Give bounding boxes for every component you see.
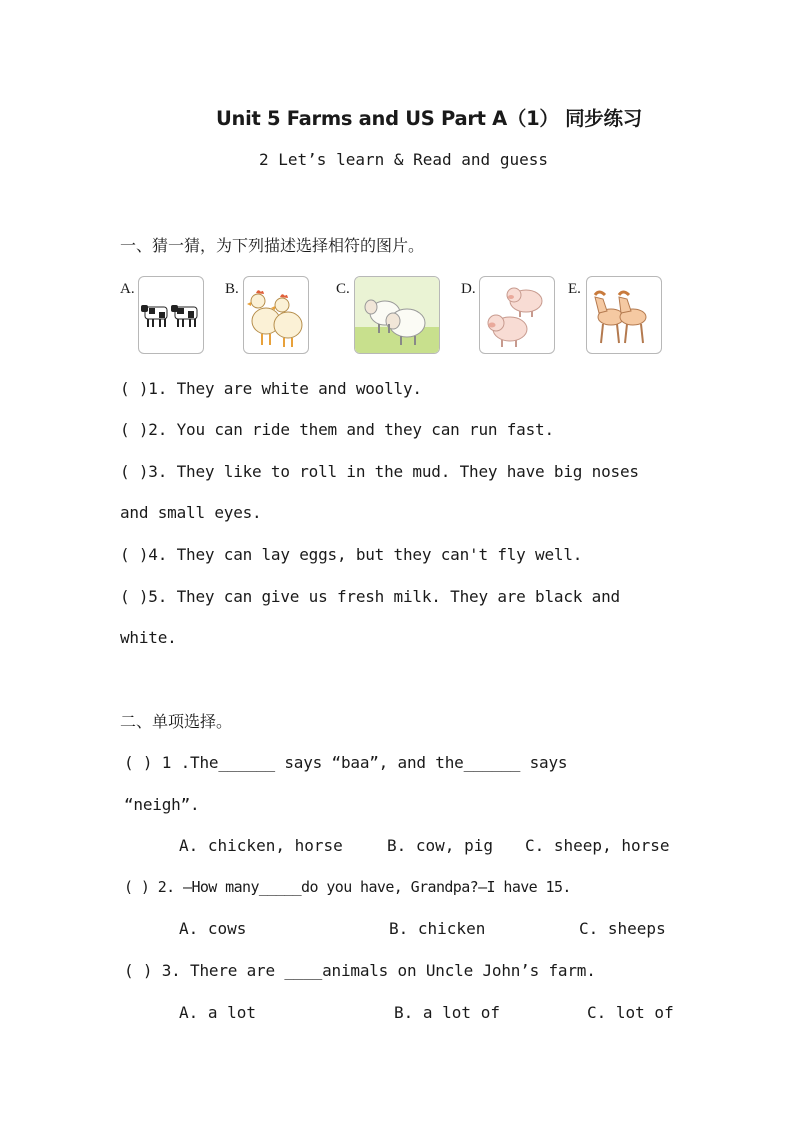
guess-item-5: ( )5. They can give us fresh milk. They are black and: [120, 587, 620, 606]
guess-item-3-continued: and small eyes.: [120, 503, 262, 522]
choice-question-1-continued: “neigh”.: [124, 795, 200, 814]
guess-item-2: ( )2. You can ride them and they can run fast.: [120, 420, 554, 439]
picture-label-c: C.: [336, 281, 350, 297]
choice-question-2: ( ) 2. —How many_____do you have, Grandpa?—I have 15.: [124, 878, 571, 896]
section1-heading: 一、猜一猜，为下列描述选择相符的图片。: [120, 236, 425, 255]
picture-label-e: E.: [568, 281, 581, 297]
q3-option-a: A. a lot: [179, 1003, 257, 1022]
picture-label-a: A.: [120, 281, 135, 297]
q1-option-b: B. cow, pig: [387, 836, 493, 855]
q2-option-a: A. cows: [179, 919, 247, 938]
q2-option-b: B. chicken: [389, 919, 486, 938]
q2-option-c: C. sheeps: [579, 919, 666, 938]
choice-question-3: ( ) 3. There are ____animals on Uncle John’s farm.: [124, 961, 596, 980]
worksheet-title: Unit 5 Farms and US Part A（1） 同步练习: [216, 107, 642, 130]
guess-item-4: ( )4. They can lay eggs, but they can't fly well.: [120, 545, 583, 564]
q3-option-b: B. a lot of: [394, 1003, 500, 1022]
picture-label-b: B.: [225, 281, 239, 297]
picture-label-d: D.: [461, 281, 476, 297]
guess-item-3: ( )3. They like to roll in the mud. They have big noses: [120, 462, 639, 481]
guess-item-5-continued: white.: [120, 628, 177, 647]
horses-icon: [586, 276, 662, 354]
cows-icon: [138, 276, 204, 354]
q1-option-c: C. sheep, horse: [525, 836, 670, 855]
chickens-icon: [243, 276, 309, 354]
sheep-icon: [354, 276, 440, 354]
q1-option-a: A. chicken, horse: [179, 836, 343, 855]
section2-heading: 二、单项选择。: [120, 712, 233, 731]
choice-question-1: ( ) 1 .The______ says “baa”, and the______ says: [124, 753, 568, 772]
pigs-icon: [479, 276, 555, 354]
guess-item-1: ( )1. They are white and woolly.: [120, 379, 422, 398]
worksheet-subtitle: 2 Let’s learn & Read and guess: [259, 150, 548, 169]
q3-option-c: C. lot of: [587, 1003, 674, 1022]
